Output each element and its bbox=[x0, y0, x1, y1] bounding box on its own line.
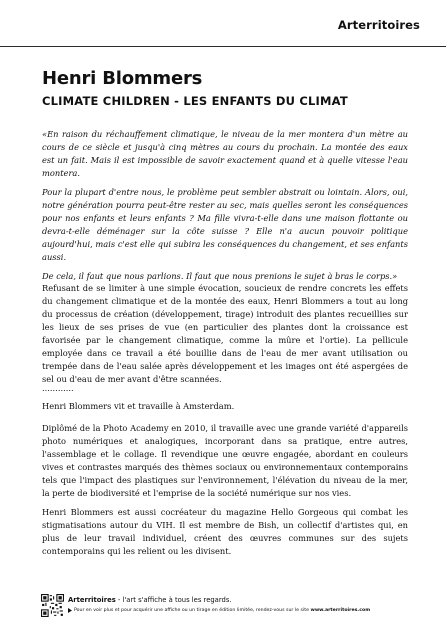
footer-tagline-text: - l'art s'affiche à tous les regards. bbox=[115, 596, 232, 604]
bio-paragraph-3: Henri Blommers est aussi cocréateur du magazine Hello Gorgeous qui combat les stigmatisations autour du VIH. Il est membre de Bish, un collectif d'artistes qui, en plus de leur travail individuel, créent des œuvres communes sur des sujets contemporains qui les relient ou les divisent. bbox=[42, 507, 408, 556]
qr-code-icon[interactable] bbox=[41, 594, 64, 617]
footer-note-text: Pour en voir plus et pour acquérir une affiche ou un tirage en édition limitée, rendez-vous sur le site bbox=[74, 608, 311, 613]
project-title: CLIMATE CHILDREN - LES ENFANTS DU CLIMAT bbox=[42, 94, 348, 108]
quote-paragraph-3: De cela, il faut que nous parlions. Il faut que nous prenions le sujet à bras le corps.» bbox=[42, 271, 398, 281]
footer-website-link[interactable]: www.arterritoires.com bbox=[310, 608, 371, 613]
footer-tagline bbox=[68, 596, 232, 604]
description-paragraph: Refusant de se limiter à une simple évocation, soucieux de rendre concrets les effets du changement climatique et de la montée des eaux, Henri Blommers a tout au long du processus de création (développement, tirage) introduit des plantes recueillies sur les lieux de ses prises de vue (en particulier des plantes dont la croissance est favorisée par le changement climatique, comme la mûre et l'ortie). La pellicule employée dans ce travail a été bouillie dans de l'eau de mer avant utilisation ou trempée dans de l'eau salée après développement et les images ont été aspergées de sel ou d'eau de mer avant d'être scannées. bbox=[42, 283, 408, 384]
quote-paragraph-2: Pour la plupart d'entre nous, le problème peut sembler abstrait ou lointain. Alors, oui, notre génération pourra peut-être rester au sec, mais quelles seront les conséquences pour nos enfants et leurs enfants ? Ma fille vivra-t-elle dans une maison flottante ou devra-t-elle déménager sur la côte suisse ? Elle n'a aucun pouvoir politique aujourd'hui, mais c'est elle qui subira les conséquences du changement, et ses enfants aussi. bbox=[42, 187, 408, 262]
artist-quote bbox=[42, 128, 408, 289]
footer-note bbox=[74, 608, 370, 613]
footer-brand: Arterritoires bbox=[68, 596, 116, 604]
bio-paragraph-1: Henri Blommers vit et travaille à Amsterdam. bbox=[42, 401, 235, 411]
bio-paragraph-2: Diplômé de la Photo Academy en 2010, il travaille avec une grande variété d'appareils photo numériques et analogiques, incorporant dans sa pratique, entre autres, l'assemblage et le collage. Il revendique une œuvre engagée, abordant en couleurs vives et contrastes marqués des thèmes sociaux ou environnementaux contemporains tels que l'impact des plastiques sur l'environnement, l'élévation du niveau de la mer, la perte de biodiversité et l'emprise de la société numérique sur nos vies. bbox=[42, 423, 408, 498]
quote-paragraph-1: «En raison du réchauffement climatique, le niveau de la mer montera d'un mètre au cours de ce siècle et jusqu'à cinq mètres au cours du prochain. La montée des eaux est un fait. Mais il est impossible de savoir exactement quand et à quelle vitesse l'eau montera. bbox=[42, 129, 408, 178]
artist-name: Henri Blommers bbox=[42, 68, 203, 89]
section-separator: ............ bbox=[42, 383, 74, 393]
header-brand: Arterritoires bbox=[337, 18, 420, 32]
header-divider bbox=[0, 46, 446, 47]
artist-bio bbox=[42, 400, 408, 564]
project-description bbox=[42, 282, 408, 392]
arrow-right-icon bbox=[68, 608, 72, 613]
